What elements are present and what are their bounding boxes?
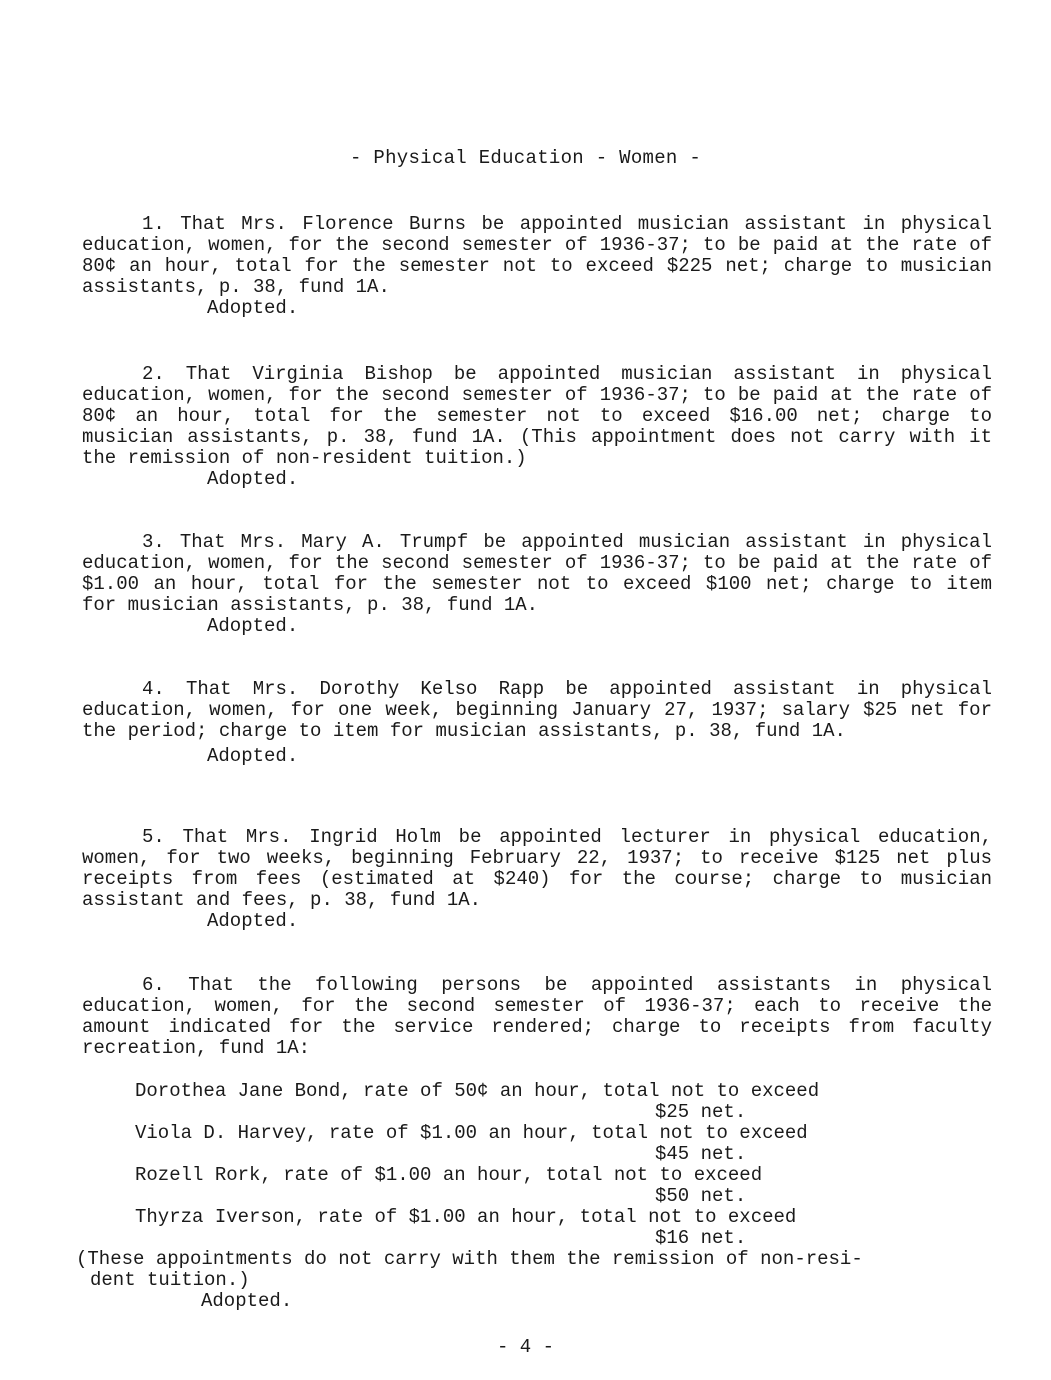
appointee-amount: $45 net. [655, 1143, 747, 1165]
adopted-label: Adopted. [207, 615, 299, 637]
appointee-amount: $16 net. [655, 1227, 747, 1249]
appointee-line: Viola D. Harvey, rate of $1.00 an hour, total not to exceed [135, 1122, 808, 1144]
adopted-label: Adopted. [201, 1290, 293, 1312]
resolution-item-6 [82, 975, 992, 1059]
adopted-label: Adopted. [207, 910, 299, 932]
adopted-label: Adopted. [207, 297, 299, 319]
adopted-label: Adopted. [207, 468, 299, 490]
page-number: - 4 - [496, 1336, 554, 1358]
tuition-note [76, 1249, 976, 1312]
resolution-item-5 [82, 827, 992, 932]
appointee-line: Rozell Rork, rate of $1.00 an hour, total not to exceed [135, 1164, 763, 1186]
resolution-text: 5. That Mrs. Ingrid Holm be appointed lecturer in physical education, women, for two weeks, beginning February 22, 1937; to receive $125 net plus receipts from fees (estimated at $240) for the course; charge to musician assistant and fees, p. 38, fund 1A. [82, 826, 992, 911]
appointee-amount: $25 net. [655, 1101, 747, 1123]
resolution-text: 1. That Mrs. Florence Burns be appointed musician assistant in physical education, women, for the second semester of 1936-37; to be paid at the rate of 80¢ an hour, total for the semester not to exceed $225 net; charge to musician assistants, p. 38, fund 1A. [82, 213, 992, 298]
note-line-2: dent tuition.) [90, 1269, 250, 1291]
resolution-text: 2. That Virginia Bishop be appointed musician assistant in physical education, women, for the second semester of 1936-37; to be paid at the rate of 80¢ an hour, total for the semester not to exceed $16.00 net; charge to musician assistants, p. 38, fund 1A. (This appointment does not carry with it the remission of non-resident tuition.) [82, 363, 992, 469]
note-line-1: (These appointments do not carry with them the remission of non-resi- [76, 1248, 863, 1270]
appointee-line: Dorothea Jane Bond, rate of 50¢ an hour, total not to exceed [135, 1080, 820, 1102]
appointee-list [135, 1081, 935, 1249]
resolution-text: 3. That Mrs. Mary A. Trumpf be appointed musician assistant in physical education, women, for the second semester of 1936-37; to be paid at the rate of $1.00 an hour, total for the semester not to exceed $100 net; charge to item for musician assistants, p. 38, fund 1A. [82, 531, 992, 616]
appointee-amount: $50 net. [655, 1185, 747, 1207]
resolution-item-2 [82, 364, 992, 490]
adopted-label: Adopted. [207, 745, 299, 767]
resolution-item-1 [82, 214, 992, 319]
resolution-text: 6. That the following persons be appointed assistants in physical education, women, for the second semester of 1936-37; each to receive the amount indicated for the service rendered; charge to receipts from faculty recreation, fund 1A: [82, 974, 992, 1059]
resolution-item-4 [82, 679, 992, 767]
resolution-text: 4. That Mrs. Dorothy Kelso Rapp be appointed assistant in physical education, women, for one week, beginning January 27, 1937; salary $25 net for the period; charge to item for musician assistants, p. 38, fund 1A. [82, 678, 992, 742]
resolution-item-3 [82, 532, 992, 637]
page-title: - Physical Education - Women - [349, 147, 702, 169]
appointee-line: Thyrza Iverson, rate of $1.00 an hour, total not to exceed [135, 1206, 797, 1228]
